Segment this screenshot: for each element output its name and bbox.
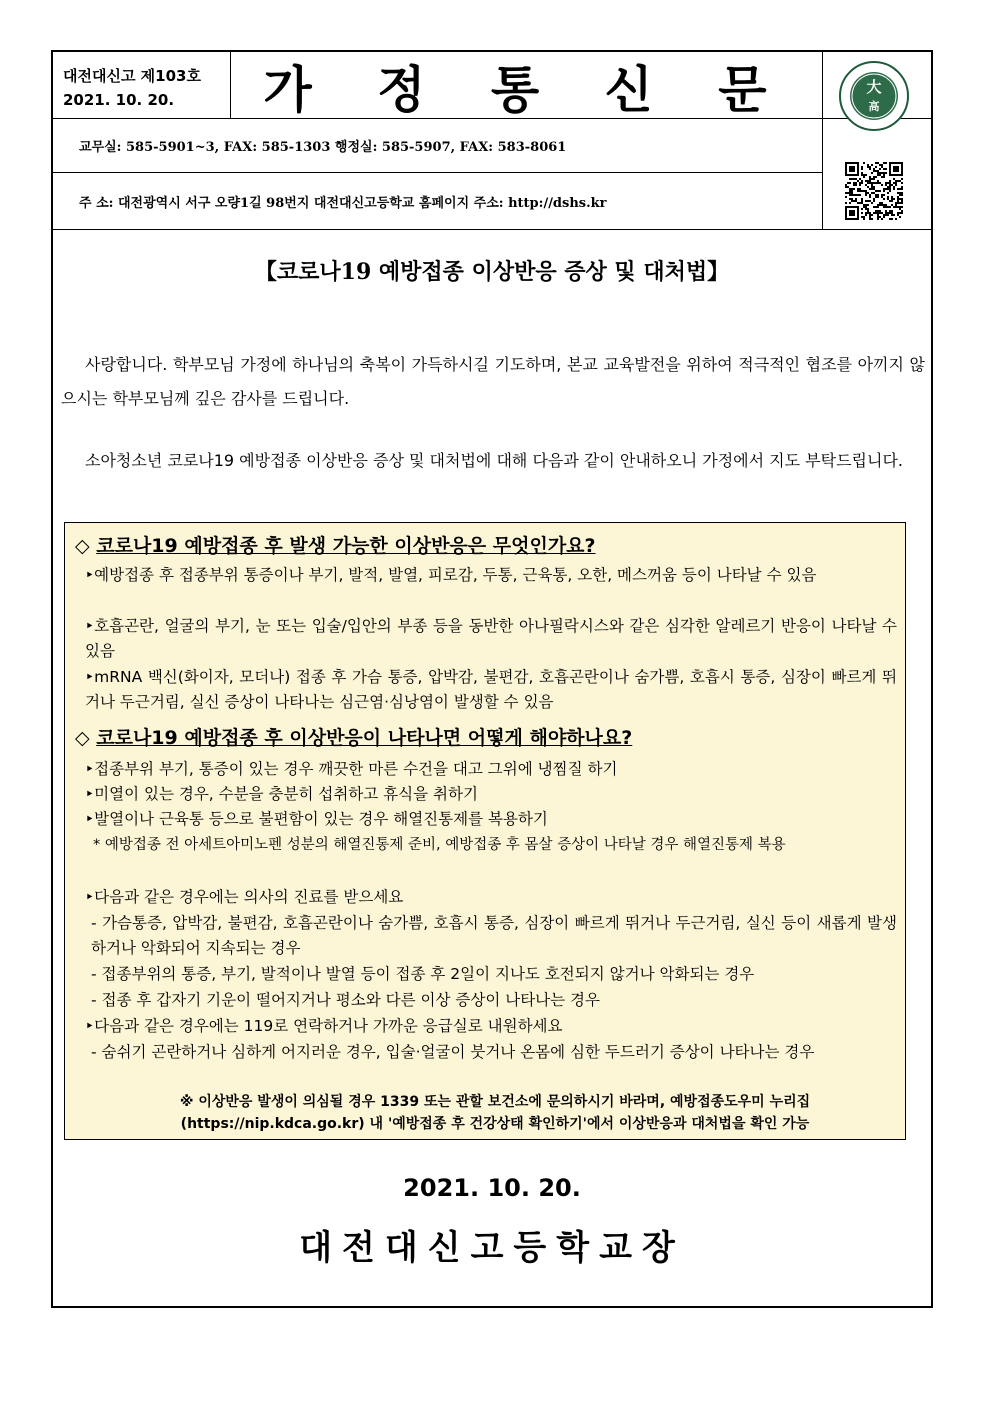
qr-code[interactable] (839, 162, 909, 220)
list-item: ‣다음과 같은 경우에는 119로 연락하거나 가까운 응급실로 내원하세요 (85, 1017, 563, 1035)
list-item: ‣다음과 같은 경우에는 의사의 진료를 받으세요 (85, 888, 404, 906)
list-item: ‣미열이 있는 경우, 수분을 충분히 섭취하고 휴식을 취하기 (85, 785, 478, 803)
issue-info (63, 64, 201, 112)
document-title: 【코로나19 예방접종 이상반응 증상 및 대처법】 (254, 259, 730, 285)
question-2 (75, 723, 632, 750)
issue-number: 대전대신고 제103호 (63, 67, 201, 85)
list-item: ‣mRNA 백신(화이자, 모더나) 접종 후 가슴 통증, 압박감, 불편감, 호흡곤란이나 숨가쁨, 호흡시 통증, 심장이 빠르게 뛰거나 두근거림, 실신 증상이 나타나는 심근염·심낭염이 발생할 수 있음 (85, 668, 897, 711)
question-1 (75, 531, 596, 558)
school-emblem-logo (838, 60, 910, 132)
list-item: ‣호흡곤란, 얼굴의 부기, 눈 또는 입술/입안의 부종 등을 동반한 아나필락시스와 같은 심각한 알레르기 반응이 나타날 수 있음 (85, 617, 897, 660)
greeting-paragraph: 사랑합니다. 학부모님 가정에 하나님의 축복이 가득하시길 기도하며, 본교 교육발전을 위하여 적극적인 협조를 아끼지 않으시는 학부모님께 깊은 감사를 드립니다. (61, 355, 925, 408)
contact-address: 주 소: 대전광역시 서구 오량1길 98번지 대전대신고등학교 홈페이지 주소: http://dshs.kr (79, 196, 607, 211)
list-item: - 접종부위의 통증, 부기, 발적이나 발열 등이 접종 후 2일이 지나도 호전되지 않거나 악화되는 경우 (91, 965, 755, 983)
issue-divider (230, 52, 231, 118)
signature-school: 대전대신고등학교장 (299, 1228, 685, 1268)
contact-phones: 교무실: 585-5901~3, FAX: 585-1303 행정실: 585-5907, FAX: 583-8061 (79, 140, 567, 155)
info-box (64, 522, 906, 1140)
list-item-note: * 예방접종 전 아세트아미노펜 성분의 해열진통제 준비, 예방접종 후 몸살 증상이 나타날 경우 해열진통제 복용 (93, 837, 786, 853)
header-bottom-rule (53, 229, 931, 230)
list-item: - 접종 후 갑자기 기운이 떨어지거나 평소와 다른 이상 증상이 나타나는 경우 (91, 991, 600, 1009)
logo-sub-glyph: 高 (868, 100, 880, 113)
intro-paragraph: 소아청소년 코로나19 예방접종 이상반응 증상 및 대처법에 대해 다음과 같이 안내하오니 가정에서 지도 부탁드립니다. (85, 451, 903, 470)
question-1-title: 코로나19 예방접종 후 발생 가능한 이상반응은 무엇인가요? (96, 535, 596, 557)
list-item: - 가슴통증, 압박감, 불편감, 호흡곤란이나 숨가쁨, 호흡시 통증, 심장이 빠르게 뛰거나 두근거림, 실신 등이 새롭게 발생하거나 악화되어 지속되는 경우 (91, 914, 897, 957)
signature-date: 2021. 10. 20. (403, 1174, 581, 1202)
list-item: ‣접종부위 부기, 통증이 있는 경우 깨끗한 마른 수건을 대고 그위에 냉찜질 하기 (85, 760, 618, 778)
logo-main-glyph: 大 (866, 78, 882, 96)
contact-divider (53, 172, 822, 173)
diamond-icon: ◇ (75, 727, 90, 749)
list-item: ‣예방접종 후 접종부위 통증이나 부기, 발적, 발열, 피로감, 두통, 근육통, 오한, 메스꺼움 등이 나타날 수 있음 (85, 566, 817, 584)
issue-date: 2021. 10. 20. (63, 91, 175, 109)
logo-divider (822, 52, 823, 229)
newsletter-title: 가 정 통 신 문 (263, 61, 791, 119)
footnote: ※ 이상반응 발생이 의심될 경우 1339 또는 관할 보건소에 문의하시기 바라며, 예방접종도우미 누리집 (https://nip.kdca.go.kr) 내 '예방접종 후 건강상태 확인하기'에서 이상반응과 대처법을 확인 가능 (179, 1094, 811, 1132)
list-item: - 숨쉬기 곤란하거나 심하게 어지러운 경우, 입술·얼굴이 붓거나 온몸에 심한 두드러기 증상이 나타나는 경우 (91, 1043, 815, 1061)
question-2-title: 코로나19 예방접종 후 이상반응이 나타나면 어떻게 해야하나요? (96, 727, 633, 749)
list-item: ‣발열이나 근육통 등으로 불편함이 있는 경우 해열진통제를 복용하기 (85, 810, 548, 828)
diamond-icon: ◇ (75, 535, 90, 557)
document-frame (51, 50, 933, 1308)
